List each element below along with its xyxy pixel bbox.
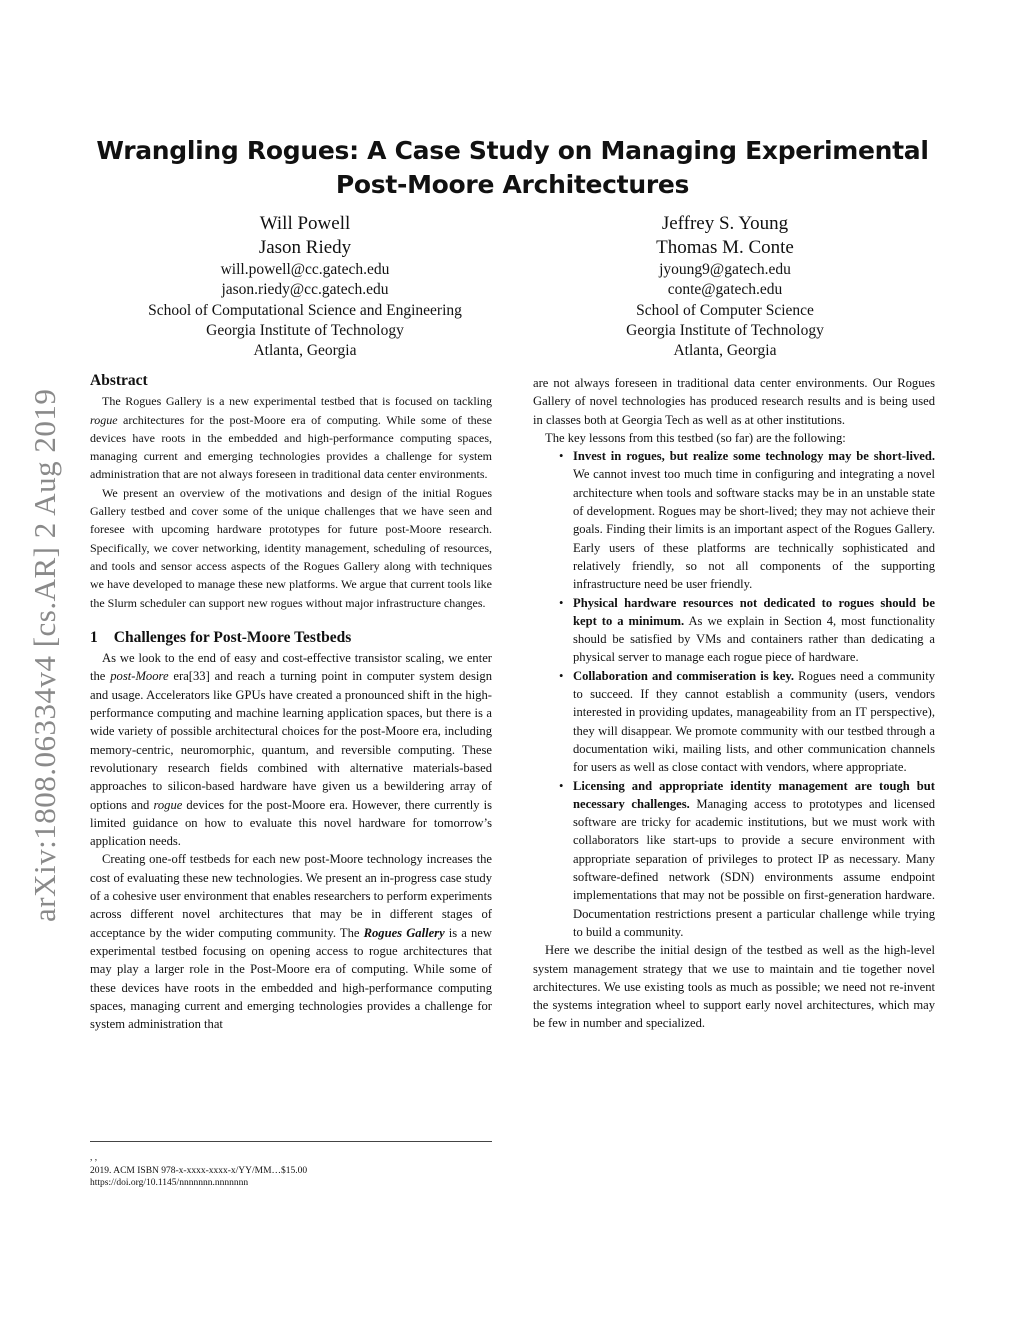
closing-paragraph: Here we describe the initial design of the testbed as well as the high-level system management strategy that we use to maintain and tie together novel architectures. We use existing tools as much as possible; we need not re-invent the systems integration wheel to support early novel architectures, which may be few in number and specialized. [533, 943, 935, 1031]
list-item: • Invest in rogues, but realize some technology may be short-lived. We cannot invest too much time in configuring and integrating a novel architecture when tools and software stacks may be in an unstable state of development. Rogues may be short-lived; they may not achieve their goals. Finding their limits is an important aspect of the Rogues Gallery. Early users of these platforms are technically sophisticated and relatively friendly, so not all components of the supporting infrastructure need be user friendly. [559, 449, 935, 592]
paper-title [90, 134, 935, 202]
title-line-1: Wrangling Rogues: A Case Study on Managing Experimental [96, 136, 929, 165]
author-department: School of Computational Science and Engineering [148, 301, 462, 319]
abstract-paragraph-1: The Rogues Gallery is a new experimental testbed that is focused on tackling rogue architectures for the post-Moore era of computing. While some of these devices have roots in the embedded and high-performance computing spaces, managing current and emerging technologies provides a challenge for system administration that are not always foreseen in traditional data center environments. [90, 394, 492, 482]
author-institution: Georgia Institute of Technology [626, 321, 824, 339]
bullet-icon: • [559, 668, 564, 683]
author-location: Atlanta, Georgia [253, 342, 357, 360]
author-block-left [90, 212, 520, 361]
author-email[interactable]: jyoung9@gatech.edu [659, 261, 791, 278]
right-column [533, 374, 935, 1033]
list-item: • Physical hardware resources not dedicated to rogues should be kept to a minimum. As we explain in Section 4, most functionality should be satisfied by VMs and containers rather than dedicating a physical server to manage each rogue piece of hardware. [559, 595, 935, 665]
footnote [90, 1141, 492, 1190]
section-heading: 1 Challenges for Post-Moore Testbeds [90, 628, 352, 646]
left-column [90, 370, 492, 1033]
title-line-2: Post-Moore Architectures [335, 170, 690, 199]
author-name: Thomas M. Conte [656, 237, 794, 258]
section-paragraph-2: Creating one-off testbeds for each new post-Moore technology increases the cost of evaluating these new technologies. We present an in-progress case study of a cohesive user environment that enables researchers to perform experiments across different novel architectures that may be in different stages of acceptance by the wider computing community. The Rogues Gallery is a new experimental testbed focusing on opening access to rogue architectures that may play a larger role in the Post-Moore era of computing. While some of these devices have roots in the embedded and high-performance computing spaces, managing current and emerging technologies provides a challenge for system administration that [90, 852, 492, 1032]
author-email[interactable]: jason.riedy@cc.gatech.edu [221, 281, 389, 299]
author-name: Will Powell [259, 213, 351, 234]
author-name: Jason Riedy [258, 237, 352, 258]
footnote-isbn: 2019. ACM ISBN 978-x-xxxx-xxxx-x/YY/MM…$15.00 [90, 1165, 308, 1176]
abstract-paragraph-2: We present an overview of the motivations and design of the initial Rogues Gallery testbed and cover some of the unique challenges that we have seen and foresee with upcoming hardware prototypes for future post-Moore research. Specifically, we cover networking, identity management, scheduling of resources, and tools and sensor access aspects of the Rogues Gallery along with techniques we have developed to manage these new platforms. We argue that current tools like the Slurm scheduler can support new rogues without major infrastructure changes. [90, 485, 492, 610]
lessons-list [533, 447, 935, 941]
lessons-intro: The key lessons from this testbed (so far) are the following: [545, 430, 846, 445]
author-department: School of Computer Science [636, 301, 814, 319]
list-item: • Licensing and appropriate identity management are tough but necessary challenges. Managing access to prototypes and licensed software are tricky for academic institutions, but we must work with collaborators like start-ups to provide a secure environment with appropriate separation of privileges to protect IP as necessary. Many software-defined network (SDN) environments assume endpoint implementations that may not be possible on first-generation hardware. Documentation restrictions present a particular challenge while trying to build a community. [559, 778, 935, 939]
arxiv-identifier: arXiv:1808.06334v4 [cs.AR] 2 Aug 2019 [27, 388, 62, 922]
author-email[interactable]: conte@gatech.edu [667, 281, 783, 299]
footnote-line: , , [90, 1153, 98, 1163]
footnote-doi[interactable]: https://doi.org/10.1145/nnnnnnn.nnnnnnn [90, 1178, 249, 1188]
section-paragraph-1: As we look to the end of easy and cost-effective transistor scaling, we enter the post-Moore era[33] and reach a turning point in computer system design and usage. Accelerators like GPUs have created a pronounced shift in the high-performance computing and machine learning application spaces, but there is a wide variety of possible architectural choices for the post-Moore era, including memory-centric, neuromorphic, quantum, and reversible computing. These revolutionary research fields combined with alternative materials-based approaches to silicon-based hardware have given us a bewildering array of options and rogue devices for the post-Moore era. However, there currently is limited guidance on how to evaluate this novel hardware for tomorrow’s application needs. [90, 651, 492, 849]
author-institution: Georgia Institute of Technology [206, 321, 404, 339]
author-location: Atlanta, Georgia [673, 342, 777, 360]
bullet-icon: • [559, 595, 564, 610]
continued-paragraph: are not always foreseen in traditional data center environments. Our Rogues Gallery of novel technologies has produced research results and is being used in classes both at Georgia Tech as well as at other institutions. [533, 376, 935, 427]
author-name: Jeffrey S. Young [661, 213, 789, 234]
list-item: • Collaboration and commiseration is key. Rogues need a community to succeed. If they cannot establish a community (users, vendors interested in providing updates, manageability from an IT perspective), they will disappear. We promote community with our testbed through a documentation wiki, mailing lists, and other communication channels for users as well as close contact with vendors, where appropriate. [559, 668, 936, 775]
author-email[interactable]: will.powell@cc.gatech.edu [220, 261, 390, 278]
bullet-icon: • [559, 778, 564, 793]
author-block-right [515, 212, 935, 361]
bullet-icon: • [559, 449, 564, 464]
abstract-heading: Abstract [90, 372, 148, 389]
